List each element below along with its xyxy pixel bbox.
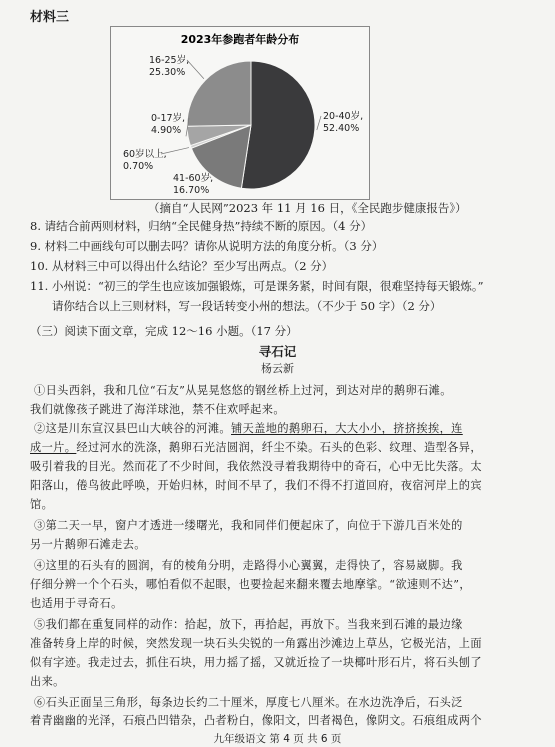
paragraph-line: 馆。 bbox=[30, 498, 54, 511]
slice-label-percent: 0.70% bbox=[123, 161, 154, 172]
pie-slice-0 bbox=[241, 61, 315, 189]
paragraph-line: ③第二天一早，窗户才透进一缕曙光，我和同伴们便起床了，向位于下游几百米处的 bbox=[34, 519, 463, 532]
slice-label-name: 20-40岁, bbox=[323, 111, 364, 122]
paragraph-line: 准备转身上岸的时候，突然发现一块石头尖锐的一角露出沙滩边上草丛，它极光洁，上面 bbox=[30, 637, 482, 650]
slice-label-percent: 52.40% bbox=[323, 123, 360, 134]
slice-label-name: 60岁以上, bbox=[123, 149, 167, 160]
article-title: 寻石记 bbox=[258, 344, 297, 359]
page-footer: 九年级语文 第 4 页 共 6 页 bbox=[213, 733, 342, 745]
question-8: 8. 请结合前两则材料，归纳“全民健身热”持续不断的原因。（4 分） bbox=[30, 219, 373, 233]
paragraph-line bbox=[34, 420, 463, 436]
slice-label-percent: 4.90% bbox=[151, 125, 182, 136]
question-11-task: 请你结合以上三则材料，写一段话转变小州的想法。（不少于 50 字）（2 分） bbox=[52, 299, 442, 313]
slice-label-percent: 16.70% bbox=[173, 185, 210, 196]
paragraph-line: 另一片鹅卵石滩走去。 bbox=[30, 538, 146, 551]
paragraph-line: 似有字迹。我走过去，抓住石块，用力摇了摇，又就近捡了一块椰叶形石片，将石头刨了 bbox=[30, 656, 482, 669]
slice-label-name: 0-17岁, bbox=[151, 113, 186, 124]
pie-chart-frame bbox=[110, 26, 370, 200]
slice-label-name: 16-25岁, bbox=[149, 55, 190, 66]
paragraph-line: 阳落山，倦鸟彼此呼唤，开始归林，时间不早了，我们不得不打道回府，夜宿河岸上的宾 bbox=[30, 479, 482, 492]
slice-label-percent: 25.30% bbox=[149, 67, 186, 78]
paragraph-line: 吸引着我的目光。然而花了不少时间，我依然没寻着我期待中的奇石，心中无比失落。太 bbox=[30, 460, 482, 473]
slice-label-name: 41-60岁, bbox=[173, 173, 214, 184]
chart-source: （摘自“人民网”2023 年 11 月 16 日，《全民跑步健康报告》） bbox=[148, 201, 467, 215]
paragraph-line: ①日头西斜，我和几位“石友”从晃晃悠悠的钢丝桥上过河，到达对岸的鹅卵石滩。 bbox=[34, 384, 452, 397]
paragraph-line: 着青幽幽的光泽，石痕凸凹错杂，凸者粉白，像阳文，凹者褐色，像阴文。石痕组成两个 bbox=[30, 714, 482, 727]
section-heading: （三）阅读下面文章，完成 12～16 小题。（17 分） bbox=[30, 324, 298, 338]
leader-line bbox=[317, 116, 321, 130]
material-label: 材料三 bbox=[30, 10, 70, 25]
paragraph-line: 也适用于寻奇石。 bbox=[30, 597, 123, 610]
paragraph-line: ⑤我们都在重复同样的动作：拾起，放下，再拾起，再放下。当我来到石滩的最边缘 bbox=[34, 618, 463, 631]
paragraph-line: 我们就像孩子跳进了海洋球池，禁不住欢呼起来。 bbox=[30, 403, 285, 416]
question-10: 10. 从材料三中可以得出什么结论？至少写出两点。（2 分） bbox=[30, 259, 334, 273]
paragraph-line: ④这里的石头有的圆润，有的棱角分明，走路得小心翼翼，走得快了，容易崴脚。我 bbox=[34, 559, 463, 572]
paragraph-text: ②这是川东宣汉县巴山大峡谷的河滩。 bbox=[34, 422, 231, 435]
question-11: 11. 小州说：“初三的学生也应该加强锻炼，可是课务紧，时间有限，很难坚持每天锻炼。” bbox=[30, 279, 484, 293]
pie-chart bbox=[111, 27, 369, 199]
paragraph-line: 出来。 bbox=[30, 675, 65, 688]
question-9: 9. 材料二中画线句可以删去吗？请你从说明方法的角度分析。（3 分） bbox=[30, 239, 384, 253]
paragraph-text: 经过河水的洗涤，鹅卵石光洁圆润，纤尘不染。石头的色彩、纹理、造型各异， bbox=[76, 441, 482, 454]
underlined-sentence: 铺天盖地的鹅卵石，大大小小，挤挤挨挨，连 bbox=[231, 422, 463, 435]
leader-line bbox=[187, 60, 204, 79]
paragraph-line bbox=[30, 439, 482, 455]
underlined-sentence: 成一片。 bbox=[30, 441, 77, 454]
article-author: 杨云新 bbox=[261, 362, 294, 375]
chart-title: 2023年参跑者年龄分布 bbox=[180, 33, 300, 46]
paragraph-line: ⑥石头正面呈三角形，每条边长约二十厘米，厚度七八厘米。在水边洗净后，石头泛 bbox=[34, 696, 463, 709]
paragraph-line: 仔细分辨一个个石头，哪怕看似不起眼，也要捡起来翻来覆去地摩挲。“欲速则不达”， bbox=[30, 578, 471, 591]
